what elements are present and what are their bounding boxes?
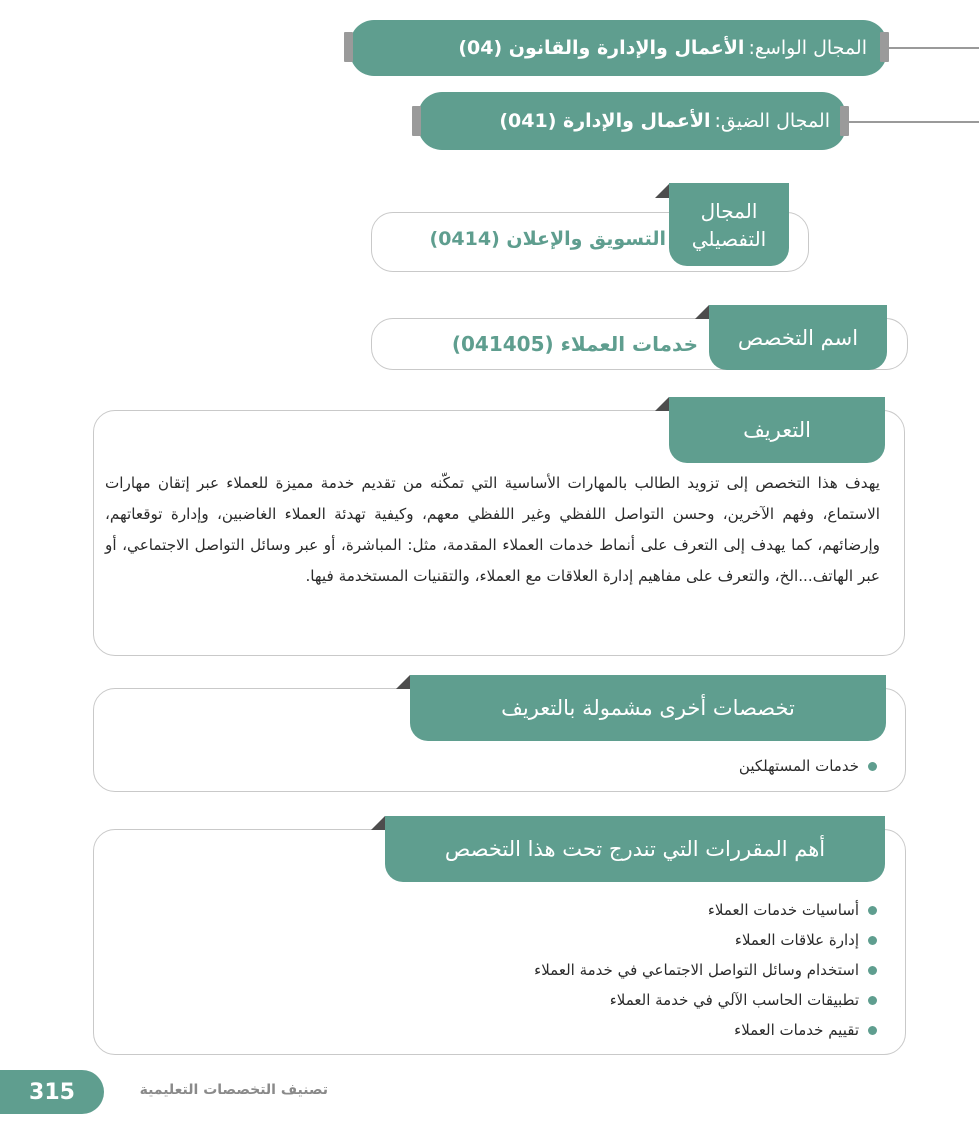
list-item bbox=[739, 751, 877, 781]
footer-book-title: تصنيف التخصصات التعليمية bbox=[139, 1082, 328, 1098]
courses-notch bbox=[371, 816, 385, 830]
specialization-tab-label: اسم التخصص bbox=[737, 325, 859, 350]
list-item-text: إدارة علاقات العملاء bbox=[734, 931, 859, 949]
detailed-field-tab-line2: التفصيلي bbox=[691, 226, 767, 251]
narrow-field-cap-left bbox=[412, 106, 421, 136]
definition-notch bbox=[655, 397, 669, 411]
other-specializations-title: تخصصات أخرى مشمولة بالتعريف bbox=[501, 696, 795, 720]
broad-field-cap-right bbox=[880, 32, 889, 62]
courses-title: أهم المقررات التي تندرج تحت هذا التخصص bbox=[444, 837, 826, 861]
bullet-icon bbox=[868, 762, 877, 771]
list-item-text: أساسيات خدمات العملاء bbox=[707, 901, 859, 919]
broad-field-cap-left bbox=[344, 32, 353, 62]
bullet-icon bbox=[868, 906, 877, 915]
bullet-icon bbox=[868, 1026, 877, 1035]
courses-list bbox=[534, 895, 877, 1045]
list-item bbox=[534, 925, 877, 955]
narrow-field-connector bbox=[846, 121, 979, 123]
definition-title: التعريف bbox=[743, 418, 811, 442]
other-specializations-notch bbox=[396, 675, 410, 689]
page-number-badge bbox=[0, 1070, 104, 1114]
specialization-value: خدمات العملاء (041405) bbox=[451, 332, 698, 356]
definition-text: يهدف هذا التخصص إلى تزويد الطالب بالمهارات الأساسية التي تمكّنه من تقديم خدمة مميزة للعملاء عبر إتقان مهارات الاستماع، وفهم الآخرين، وحسن التواصل اللفظي وغير اللفظي معهم، وكيفية تهدئة العملاء الغاضبين، وإدارة توقعاتهم، وإرضائهم، كما يهدف إلى التعرف على أنماط خدمات العملاء المقدمة، مثل: المباشرة، أو عبر وسائل التواصل الاجتماعي، أو عبر الهاتف...الخ، والتعرف على مفاهيم إدارة العلاقات مع العملاء، والتقنيات المستخدمة فيها. bbox=[105, 474, 880, 585]
narrow-field-value: الأعمال والإدارة (041) bbox=[499, 110, 711, 132]
courses-tab bbox=[385, 816, 885, 882]
list-item-text: خدمات المستهلكين bbox=[738, 757, 859, 775]
bullet-icon bbox=[868, 996, 877, 1005]
other-specializations-list bbox=[739, 751, 877, 781]
detailed-field-notch bbox=[655, 184, 669, 198]
list-item bbox=[534, 1015, 877, 1045]
list-item-text: استخدام وسائل التواصل الاجتماعي في خدمة العملاء bbox=[534, 961, 859, 979]
broad-field-label: المجال الواسع: bbox=[748, 37, 867, 59]
specialization-notch bbox=[695, 305, 709, 319]
specialization-tab bbox=[709, 305, 887, 370]
broad-field-banner bbox=[350, 20, 887, 76]
list-item bbox=[534, 955, 877, 985]
bullet-icon bbox=[868, 936, 877, 945]
detailed-field-tab-line1: المجال bbox=[700, 198, 758, 223]
narrow-field-cap-right bbox=[840, 106, 849, 136]
list-item bbox=[534, 895, 877, 925]
narrow-field-label: المجال الضيق: bbox=[714, 110, 830, 132]
list-item-text: تقييم خدمات العملاء bbox=[734, 1021, 859, 1039]
detailed-field-tab bbox=[669, 183, 789, 266]
list-item bbox=[534, 985, 877, 1015]
broad-field-value: الأعمال والإدارة والقانون (04) bbox=[458, 37, 745, 59]
detailed-field-value: التسويق والإعلان (0414) bbox=[429, 228, 666, 250]
page-number: 315 bbox=[29, 1079, 75, 1105]
list-item-text: تطبيقات الحاسب الآلي في خدمة العملاء bbox=[609, 991, 859, 1009]
other-specializations-tab bbox=[410, 675, 886, 741]
bullet-icon bbox=[868, 966, 877, 975]
broad-field-connector bbox=[886, 47, 979, 49]
narrow-field-banner bbox=[418, 92, 846, 150]
definition-tab bbox=[669, 397, 885, 463]
